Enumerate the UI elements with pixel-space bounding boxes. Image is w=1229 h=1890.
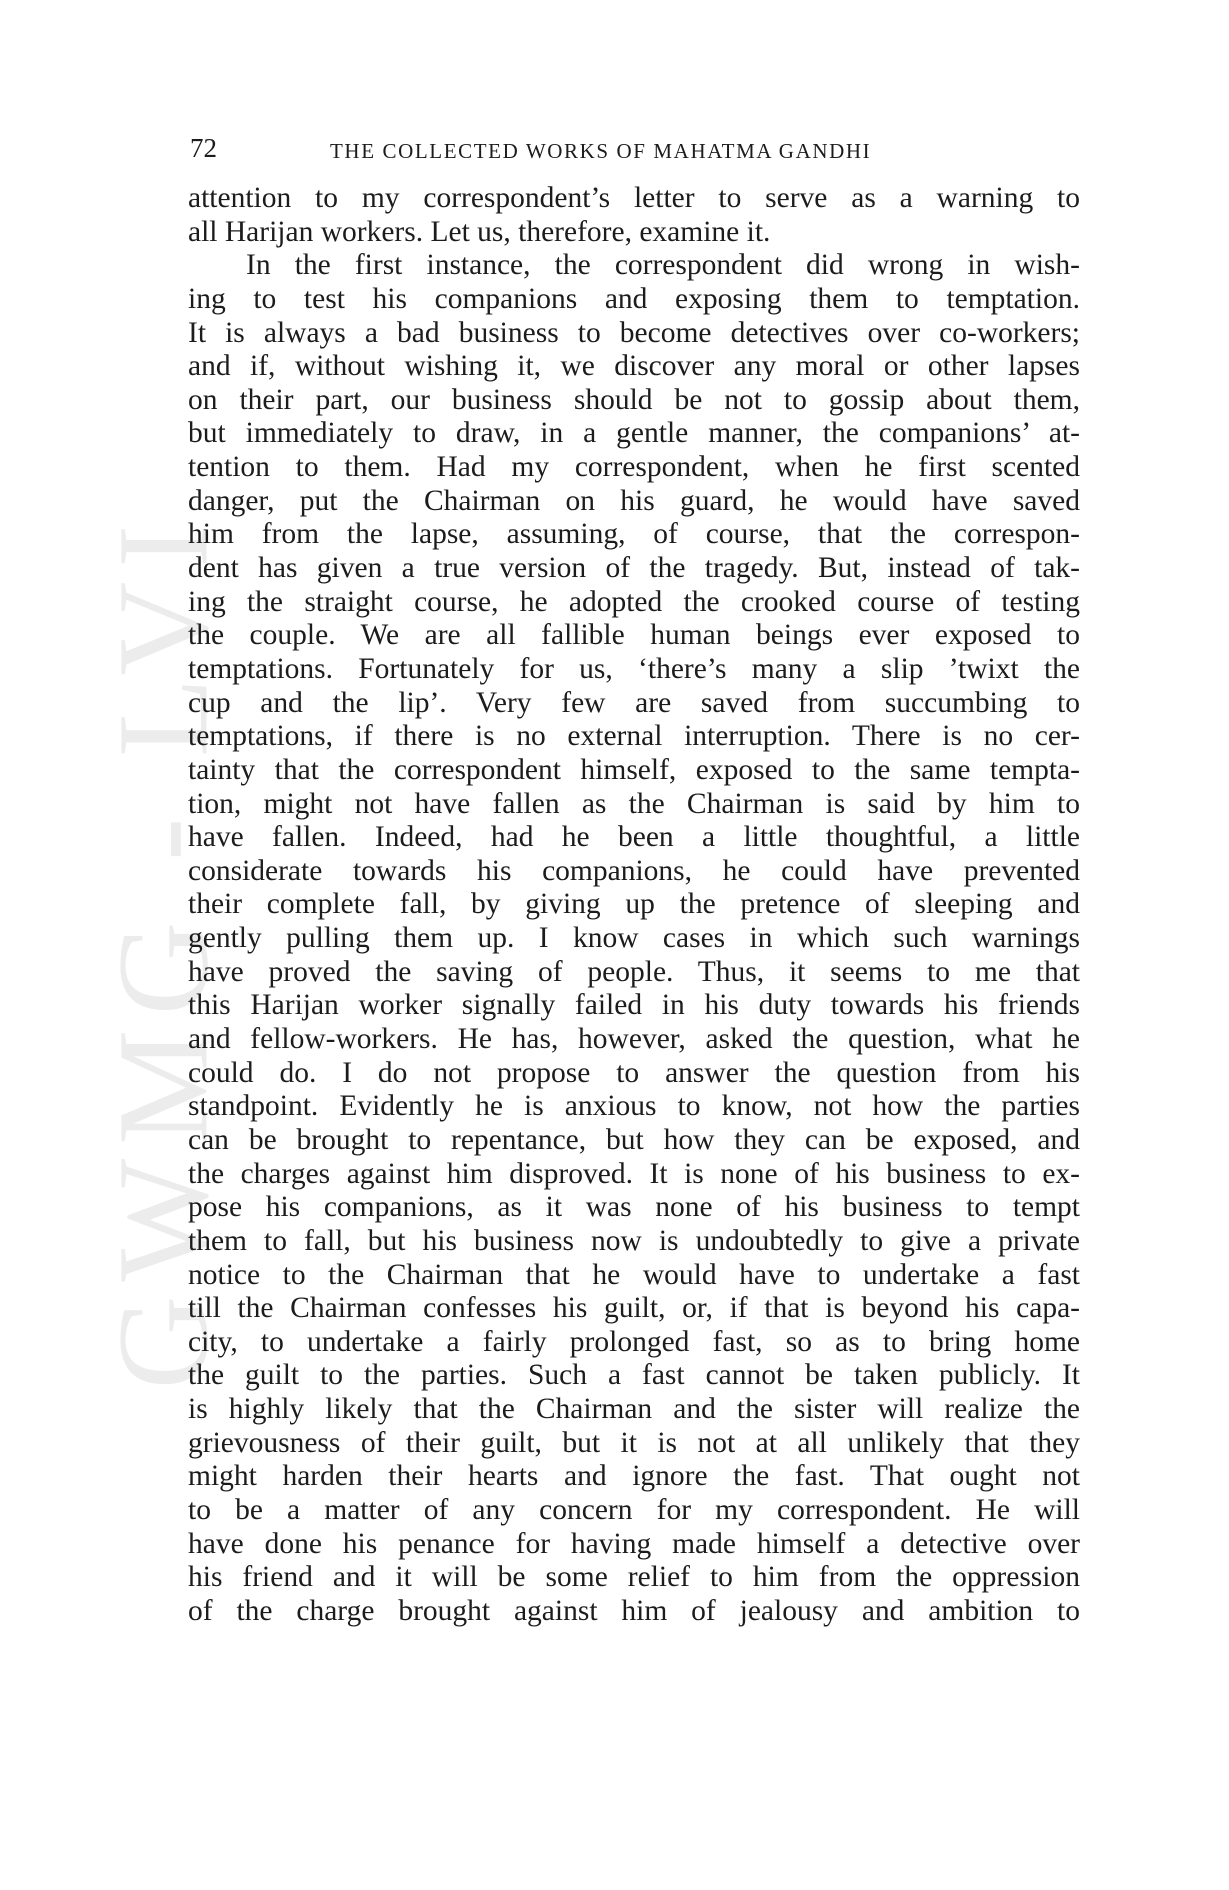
text-line: In the first instance, the correspondent did wrong in wish-: [246, 249, 1080, 282]
text-line: on their part, our business should be not to gossip about them,: [188, 383, 1080, 416]
body-text: [188, 182, 1080, 1629]
text-line: could do. I do not propose to answer the question from his: [188, 1056, 1080, 1089]
text-line: ing to test his companions and exposing them to temptation.: [188, 282, 1080, 315]
text-line: grievousness of their guilt, but it is not at all unlikely that they: [188, 1426, 1080, 1459]
text-line: might harden their hearts and ignore the fast. That ought not: [188, 1460, 1080, 1493]
text-line: them to fall, but his business now is undoubtedly to give a private: [188, 1224, 1080, 1257]
text-line: considerate towards his companions, he could have prevented: [188, 854, 1080, 887]
text-line: have fallen. Indeed, had he been a little thoughtful, a little: [188, 821, 1080, 854]
text-line: can be brought to repentance, but how they can be exposed, and: [188, 1123, 1080, 1156]
text-line: gently pulling them up. I know cases in which such warnings: [188, 922, 1080, 955]
text-line: temptations. Fortunately for us, ‘there’s many a slip ’twixt the: [188, 652, 1080, 685]
text-line: his friend and it will be some relief to him from the oppression: [188, 1561, 1080, 1594]
text-line: tention to them. Had my correspondent, when he first scented: [188, 451, 1080, 484]
text-line: have proved the saving of people. Thus, it seems to me that: [188, 955, 1080, 988]
text-line: standpoint. Evidently he is anxious to know, not how the parties: [188, 1090, 1080, 1123]
text-line: attention to my correspondent’s letter to serve as a warning to: [188, 182, 1080, 214]
text-line: till the Chairman confesses his guilt, or, if that is beyond his capa-: [188, 1292, 1080, 1325]
text-line: It is always a bad business to become detectives over co-workers;: [188, 316, 1080, 349]
text-line: their complete fall, by giving up the pretence of sleeping and: [188, 888, 1080, 921]
text-line: of the charge brought against him of jealousy and ambition to: [188, 1594, 1080, 1627]
page-header: [190, 128, 1080, 168]
text-line: the couple. We are all fallible human beings ever exposed to: [188, 619, 1080, 652]
running-head: THE COLLECTED WORKS OF MAHATMA GANDHI: [330, 139, 872, 163]
text-line: tion, might not have fallen as the Chairman is said by him to: [188, 787, 1080, 820]
text-line: cup and the lip’. Very few are saved from succumbing to: [188, 686, 1080, 719]
watermark-text: GWMG - LVI: [91, 510, 235, 1390]
text-line: dent has given a true version of the tragedy. But, instead of tak-: [188, 552, 1080, 585]
text-line: is highly likely that the Chairman and the sister will realize the: [188, 1393, 1080, 1426]
text-line: have done his penance for having made himself a detective over: [188, 1527, 1080, 1560]
text-line: the guilt to the parties. Such a fast cannot be taken publicly. It: [188, 1359, 1080, 1392]
text-line: city, to undertake a fairly prolonged fast, so as to bring home: [188, 1325, 1080, 1358]
text-line: this Harijan worker signally failed in his duty towards his friends: [188, 989, 1080, 1022]
text-line: danger, put the Chairman on his guard, he would have saved: [188, 484, 1080, 517]
text-line: and fellow-workers. He has, however, asked the question, what he: [188, 1023, 1080, 1056]
text-line: ing the straight course, he adopted the crooked course of testing: [188, 585, 1080, 618]
page-number: 72: [190, 133, 217, 163]
text-line: notice to the Chairman that he would have to undertake a fast: [188, 1258, 1080, 1291]
text-line: the charges against him disproved. It is none of his business to ex-: [188, 1157, 1080, 1190]
text-line: and if, without wishing it, we discover any moral or other lapses: [188, 350, 1080, 383]
text-line: temptations, if there is no external interruption. There is no cer-: [188, 720, 1080, 753]
text-line: tainty that the correspondent himself, exposed to the same tempta-: [188, 753, 1080, 786]
text-line: all Harijan workers. Let us, therefore, examine it.: [188, 215, 771, 248]
text-line: pose his companions, as it was none of his business to tempt: [188, 1191, 1080, 1224]
text-line: but immediately to draw, in a gentle manner, the companions’ at-: [188, 417, 1080, 450]
text-line: him from the lapse, assuming, of course, that the correspon-: [188, 518, 1080, 551]
text-line: to be a matter of any concern for my correspondent. He will: [188, 1493, 1080, 1526]
